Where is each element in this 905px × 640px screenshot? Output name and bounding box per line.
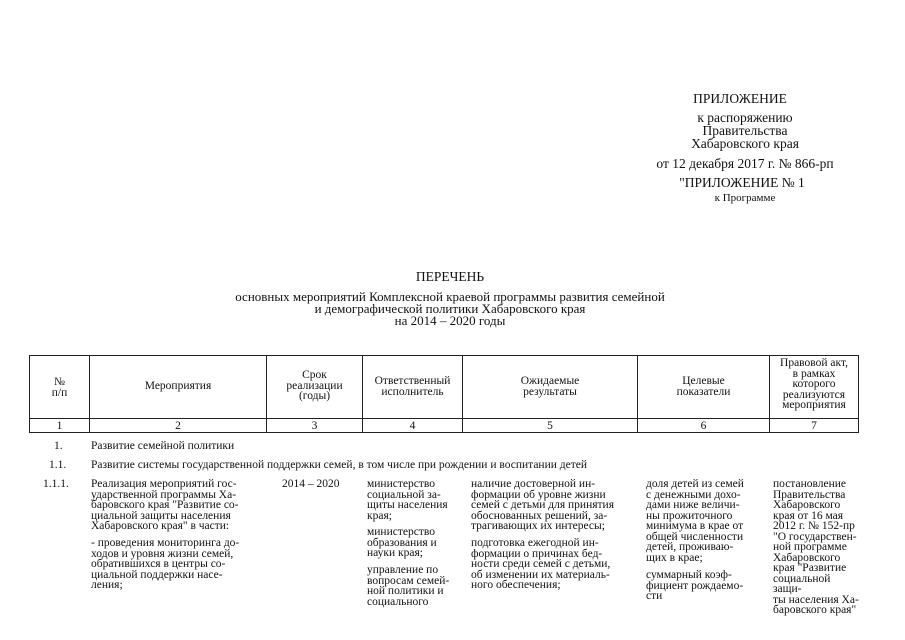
column-number-2: 2 (175, 420, 181, 432)
section-1-title: Развитие семейной политики (91, 440, 235, 452)
inner-appendix-title: "ПРИЛОЖЕНИЕ № 1 (679, 175, 805, 190)
column-number-5: 5 (547, 420, 553, 432)
item-1-1-1-indicator-children: доля детей из семей с денежными дохо- дами ниже величи- ны прожиточного минимума в крае от общей численности детей, проживаю- щих в крае; (646, 478, 744, 564)
item-1-1-1-activity-monitoring: - проведения мониторинга до- ходов и уровня жизни семей, обратившихся в центры со- циальной поддержки насе- ления; (91, 537, 240, 591)
doc-title: ПЕРЕЧЕНЬ (415, 269, 485, 284)
item-1-1-1-result-report: подготовка ежегодной ин- формации о причинах бед- ности среди семей с детьми, об изменении их материаль- ного обеспечения; (471, 537, 611, 591)
table-header-results: Ожидаемые результаты (520, 375, 580, 398)
item-1-1-1-result-info: наличие достоверной ин- формации об уровне жизни семей с детьми для принятия обоснованных решений, за- трагивающих их интересы; (471, 478, 614, 532)
table-header-term: Срок реализации (годы) (286, 369, 343, 402)
item-1-1-1-term: 2014 – 2020 (282, 478, 340, 490)
appendix-title: ПРИЛОЖЕНИЕ (693, 91, 787, 106)
item-1-1-1-executor-education: министерство образования и науки края; (367, 526, 437, 559)
column-number-7: 7 (811, 420, 817, 432)
table-header-activities: Мероприятия (144, 380, 212, 392)
table-header-indicators: Целевые показатели (676, 375, 731, 398)
appendix-date: от 12 декабря 2017 г. № 866-рп (656, 156, 834, 171)
section-1-1-number: 1.1. (49, 459, 67, 471)
column-number-3: 3 (311, 420, 318, 432)
appendix-line1: к распоряжению (697, 110, 793, 125)
inner-appendix-sub: к Программе (714, 192, 776, 204)
table-header-legal-act: Правовой акт, в рамках которого реализуются мероприятия (780, 357, 848, 411)
item-1-1-1-executor-family: управление по вопросам семей- ной политики и социального (367, 564, 450, 608)
appendix-line2: Правительства (702, 123, 788, 138)
item-1-1-1-indicator-birthrate: суммарный коэф- фициент рождаемо- сти (646, 569, 744, 602)
section-1-number: 1. (54, 440, 63, 452)
doc-subtitle-line3: на 2014 – 2020 годы (394, 313, 506, 328)
appendix-line3: Хабаровского края (691, 136, 799, 151)
item-1-1-1-legal-act: постановление Правительства Хабаровского края от 16 мая 2012 г. № 152-пр "О государствен- ной программе Хабаровского края "Развитие социальной защи- ты населения Ха- баровского края" (773, 478, 859, 616)
column-number-1: 1 (56, 420, 63, 432)
doc-subtitle-line2: и демографической политики Хабаровского края (314, 301, 586, 316)
doc-subtitle-line1: основных мероприятий Комплексной краевой программы развития семейной (235, 289, 665, 304)
item-1-1-1-activity: Реализация мероприятий гос- ударственной программы Ха- баровского края "Развитие со- циальной защиты населения Хабаровского края" в части: (91, 478, 239, 532)
table-header-executor: Ответственный исполнитель (374, 375, 451, 398)
item-1-1-1-number: 1.1.1. (43, 478, 69, 490)
table-header-num: № п/п (51, 376, 68, 399)
column-number-6: 6 (700, 420, 707, 432)
item-1-1-1-executor-social: министерство социальной за- щиты населения края; (367, 478, 448, 522)
section-1-1-title: Развитие системы государственной поддержки семей, в том числе при рождении и воспитании детей (91, 459, 588, 471)
column-number-4: 4 (409, 420, 416, 432)
